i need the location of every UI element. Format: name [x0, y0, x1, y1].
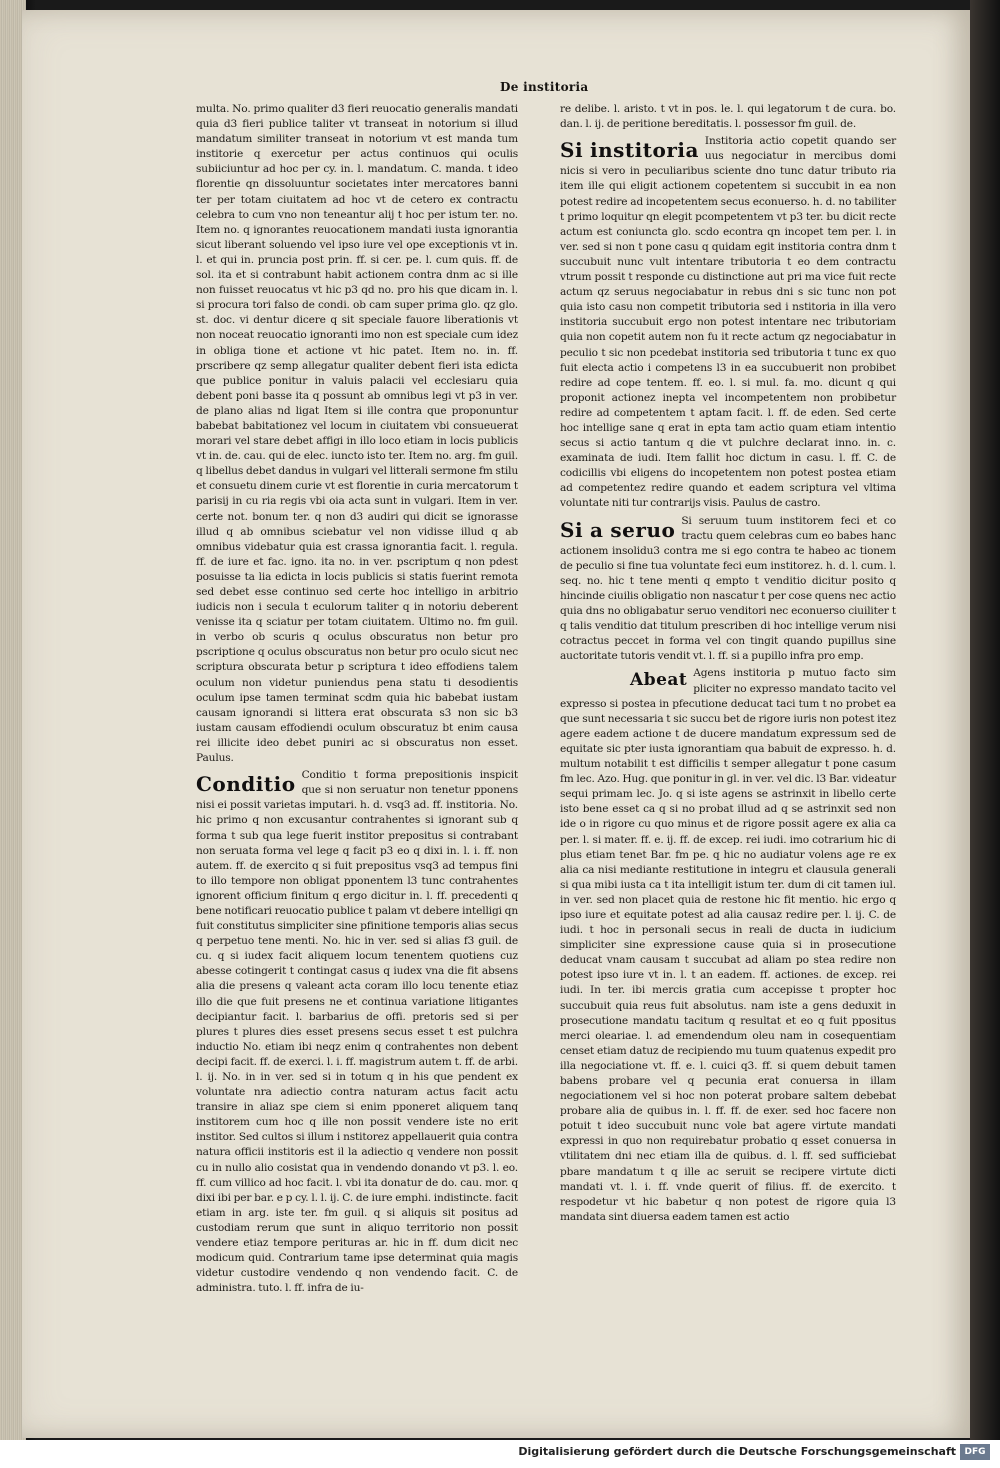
left-column: [196, 102, 518, 1295]
footer-credit: Digitalisierung gefördert durch die Deutsche Forschungsgemeinschaft: [518, 1445, 956, 1458]
right-text-block-1: re delibe. l. aristo. t vt in pos. le. l. qui legatorum t de cura. bo. dan. l. ij. de peritione bereditatis. l. possessor fm guil. de.: [560, 103, 896, 131]
rubric-si-a-seruo: Si a seruo: [560, 517, 676, 542]
dfg-logo-icon: DFG: [960, 1444, 990, 1460]
left-text-block-2: Conditio t forma prepositionis inspicit que si non seruatur non tenetur pponens nisi ei possit varietas imputari. h. d. vsq3 ad. ff. institoria. No. hic primo q non excusantur contrahentes si ignorant sub q forma t sub qua lege fuerit institor prepositus si contrabant non seruata forma vel lege q facit p3 eo q dixi in. l. i. ff. non autem. ff. de exercito q si fuit prepositus vsq3 ad tempus fini to illo tempore non obligat pponentem l3 tunc contrahentes ignorent officium finitum q ergo dicitur in. l. ff. precedenti q bene notificari reuocatio publice t palam vt debere intelligi qn fuit constitutus simpliciter sine pfinitione temporis alias secus q perpetuo tene menti. No. hic in ver. sed si alias f3 guil. de cu. q si iudex facit aliquem locum tenentem quotiens cuz abesse cotingerit t contingat casus q iudex vna die fit absens alia die presens q valeant acta coram illo locu tenente etiaz illo die que fuit presens ne et continua variatione litigantes decipiantur facit. l. barbarius de offi. pretoris sed si per plures t plures dies esset presens secus esset t est pulchra inductio No. etiam ibi neqz enim q contrahentes non debent decipi facit. ff. de exerci. l. i. ff. magistrum autem t. ff. de arbi. l. ij. No. in in ver. sed si in totum q in his que pendent ex voluntate nra adiectio contra naturam actus facit actu transire in aliaz spe ciem si enim pponeret aliquem tanq institorem cum hoc q ille non possit vendere iste no erit institor. Sed cultos si illum i nstitorez appellauerit quia contra natura officii institoris est il la adiectio q vendere non possit cu in nullo alio cosistat qua in vendendo donando vt p3. l. eo. ff. cum villico ad hoc facit. l. vbi ita donatur de do. cau. mor. q dixi ibi per bar. e p cy. l. l. ij. C. de iure emphi. indistincte. facit etiam in arg. iste ter. fm guil. q si aliquis sit positus ad custodiam rerum que sunt in aliquo territorio non possit vendere etiaz tempore perituras ar. hic in ff. dum dicit nec modicum quid. Contrarium tame ipse determinat quia magis videtur custodire vendendo q non vendendo facit. C. de administra. tuto. l. ff. infra de iu-: [196, 769, 518, 1295]
right-text-block-2: Institoria actio copetit quando ser uus negociatur in mercibus domi nicis si vero in peculiaribus sciente dno tunc datur tributo ria item ille qui eligit actionem copetentem si succubit in ea non potest redire ad incopetentem secus econuerso. h. d. no tabiliter t primo loquitur qn elegit pcompetentem vt p3 ter. bu dicit recte actum est coniuncta glo. scdo econtra qn incopet tem per. l. in ver. sed si non t pone casu q quidam egit institoria contra dnm t succubuit nunc vult intentare tributoria t eo dem contractu vtrum possit t responde cu distinctione aut pri ma vice fuit recte actum qz seruus negociabatur in rebus dni s sic tunc non pot quia isto casu non competit tributoria sed i nstitoria in illa vero institoria succubuit ergo non potest intentare nec tributoriam quia non copetit autem non fu it recte actum qz negociabatur in peculio t sic non pcedebat institoria sed tributoria t tunc ex quo fuit electa actio i competens l3 in ea succubuerit non probibet redire ad cope tentem. ff. eo. l. si mul. fa. mo. dicunt q qui proponit actionez inepta vel incompetentem non probibetur redire ad competentem t aptam facit. l. ff. de eden. Sed certe hoc intellige sane q erat in epta tam actio quam etiam intentio secus si actio tantum q die vt pulchre declarat inno. in. c. examinata de iudi. Item fallit hoc dictum in casu. l. ff. C. de codicillis vbi eligens do incopetentem non potest postea etiam ad competentez redire quando et eadem scriptura vel vltima voluntate niti tur contrarijs visis. Paulus de castro.: [560, 135, 896, 510]
rubric-si-institoria: Si institoria: [560, 138, 699, 163]
binding-edge: [970, 0, 1000, 1440]
left-section-conditio: [196, 768, 518, 1296]
running-head: De institoria: [500, 80, 589, 94]
right-column: [560, 102, 896, 1342]
right-text-block-3: Si seruum tuum institorem feci et co tractu quem celebras cum eo babes hanc actionem insolidu3 contra me si ego contra te habeo ac tionem de peculio si fine tua voluntate feci eum institorez. h. d. l. cum. l. seq. no. hic t tene menti q empto t venditio dicitur posito q hincinde ciuilis obligatio non nascatur t per cose quens nec actio quia dns no obligabatur seruo venditori nec econuerso ciuiliter t q talis venditio dat titulum prescriben di hoc intellige verum nisi cotractus peccet in forma vel con tingit quando pupillus sine auctoritate tutoris vendit vt. l. ff. si a pupillo infra pro emp.: [560, 514, 896, 663]
left-text-block-1: multa. No. primo qualiter d3 fieri reuocatio generalis mandati quia d3 fieri publice taliter vt transeat in notorium si illud mandatum similiter transeat in notorium vt est manda tum institorie q exercetur per actus continuos qui oculis subiiciuntur ad hoc per cy. in. l. mandatum. C. manda. t ideo florentie qn dissoluuntur societates inter mercatores banni ter per totam ciuitatem ad hoc vt de cetero ex contractu celebra to cum vno non teneantur alij t hoc per istum ter. no. Item no. q ignorantes reuocationem mandati iusta ignorantia sicut liberant soluendo vel ipso iure vel ope exceptionis vt in. l. et qui in. pruncia post prin. ff. si cer. pe. l. cum quis. ff. de sol. ita et si contrabunt habit actionem contra dnm ac si ille non fuisset reuocatus vt hic p3 qd no. pro his que dicam in. l. si procura tori falso de condi. ob cam super prima glo. qz glo. st. doc. vi dentur dicere q sit speciale fauore liberationis vt non noceat reuocatio ignoranti imo non est speciale cum idez in obliga tione et actione vt hic patet. Item no. in. ff. prscribere qz semp allegatur qualiter debent fieri ista edicta que publice ponitur in valuis palacii vel ecclesiaru quia debent poni basse ita q possunt ab omnibus legi vt p3 in ver. de plano alias nd ligat Item si ille contra que proponuntur babebat babitationez vel locum in ciuitatem vbi consueuerat morari vel stare debet affigi in illo loco etiam in locis publicis vt in. de. cau. qui de elec. iuncto isto ter. Item no. arg. fm guil. q libellus debet dandus in vulgari vel litterali sermone fm stilu et consuetu dinem curie vt est florentie in curia mercatorum t parisij in cu ria regis vbi oia acta sunt in vulgari. Item in ver. certe not. bonum ter. q non d3 audiri qui dicit se ignorasse illud q ab omnibus sciebatur vel non vidisse illud q ab omnibus videbatur quia est crassa ignorantia facit. l. regula. ff. de iure et fac. igno. ita no. in ver. pscriptum q non pdest posuisse ta lia edicta in locis publicis si statis fuerint remota sed debet esse continuo sed certe hoc intelligo in arbitrio iudicis non i secula t eculorum taliter q in notoriu deberent venisse ita q sciatur per totam ciuitatem. Ultimo no. fm guil. in verbo ob scuris q oculus obscuratus non betur pro pscriptione q oculus obscuratus non betur pro oculo sicut nec scriptura obscurata betur p scriptura t ideo effodiens talem oculum non videtur puniendus pena statu ti desodientis oculum ipse tamen terminat scdm quia hic babebat iustam causam ignorandi si littera erat obscurata s3 non sic b3 iustam causam effodiendi oculum obscuratuz bt enim causa rei illicite ideo debet puniri ac si obscuratus non esset. Paulus.: [196, 103, 518, 765]
rubric-abeat: Abeat: [630, 670, 688, 691]
right-section-si-a-seruo: [560, 514, 896, 665]
right-section-abeat: [560, 666, 896, 1224]
rubric-conditio: Conditio: [196, 772, 296, 797]
right-text-block-4: Agens institoria p mutuo facto sim pliciter no expresso mandato tacito vel expresso si postea in pfecutione deducat taci tum t no probet ea que sunt necessaria t sic succu bet de rigore iuris non potest itez agere eadem actione t de ducere mandatum expressum sed de equitate sic pter iusta ignorantiam qua babuit de expresso. h. d. multum notabilit t est difficilis t semper allegatur t pone casum fm lec. Azo. Hug. que ponitur in gl. in ver. vel dic. l3 Bar. videatur sequi primam lec. Jo. q si iste agens se astrinxit in libello certe isto bene esset ca q si no probat illud ad q se astrinxit sed non ide o in rigore cu quo minus et de rigore possit agere ex alia ca per. l. si mater. ff. e. ij. ff. de excep. rei iudi. imo cotrarium hic di plus etiam tenet Bar. fm pe. q hic no audiatur volens age re ex alia ca nisi mediante restitutione in integru et clausula generali si qua mibi iusta ca t ita intelligit istum ter. dum di cit tamen iul. in ver. sed non placet quia de restone hic fit mentio. hic ergo q ipso iure et equitate potest ad alia causaz redire per. l. ij. C. de iudi. t hoc in personali secus in reali de ducta in iudicium simpliciter sine expressione cause quia si in prosecutione deducat vnam causam t succubat ad aliam po stea redire non potest ipso iure vt in. l. t an eadem. ff. actiones. de excep. rei iudi. In ter. ibi mercis gratia cum accepisse t propter hoc succubuit quia reus fuit absolutus. nam iste a gens deduxit in prosecutione mandatu tacitum q resultat et eo q fuit ppositus merci oleariae. l. ad emendendum oleu nam in cosequentiam censet etiam datuz de recipiendo mu tuum quatenus expedit pro illa negociatione vt. ff. e. l. cuici q3. ff. si quem debuit tamen babens probare vel q pecunia erat conuersa in illam negociationem vel si hoc non poterat probare saltem debebat probare alia de quibus in. l. ff. ff. de exer. sed hoc facere non potuit t ideo succubuit nunc vole bat agere virtute mandati expressi in quo non requirebatur probatio q esset conuersa in vtilitatem dni nec etiam illa de quibus. d. l. ff. sed sufficiebat pbare mandatum t q ille ac seruit se recipere virtute dicti mandati vt. l. i. ff. vnde querit of filius. ff. de exercito. t respodetur vt hic babetur q non potest de rigore quia l3 mandata sint diuersa eadem tamen est actio: [560, 667, 896, 1223]
right-section-si-institoria: [560, 134, 896, 511]
